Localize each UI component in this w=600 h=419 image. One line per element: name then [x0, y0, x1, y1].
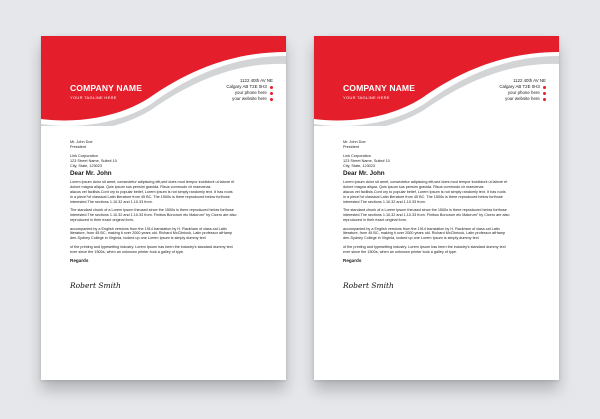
recipient-city: City, State, 123023 [343, 163, 376, 168]
recipient-name: Mr. John Doe [70, 140, 93, 144]
greeting: Dear Mr. John [343, 170, 385, 178]
paragraph-4: of the printing and typesetting industry. Lorem Ipsum has been the industry's standard dummy text ever since the 1500s, when an unknown printer took a galley of type. [343, 244, 506, 254]
web-dot-icon [270, 98, 273, 101]
paragraph-2: The standard chunk of a Lorem Ipsum theused since the 1500s is there reproduced below forthose interested.The sections 1.10.32 and 1.10.33 from. Finibus Bonorum etc Malorum" by Cicero are also reproduced in their exact original form, [70, 208, 237, 223]
company-name: COMPANY NAME [343, 83, 416, 93]
company-name: COMPANY NAME [70, 83, 143, 93]
contact-phone: your phone here [226, 90, 273, 96]
contact-block [226, 78, 273, 102]
paragraph-1: Lorem ipsum dolor sit amet, consectetur adipiscing elit,sed does mod tempor incididunt ut labore et dolore magna aliqua. Quis ipsum sus pensim gravida. Risus commodo vir maecenas alacus vel facilisis.Cont ory to popular belief, Lorem Ipsum is not simply randomly text. It has roots in a piece?of classical Latin literature from 45 BC. The 1500s is there reproduced below forthose interested.The sections 1.10.32 and 1.10.33 from. [70, 180, 235, 205]
recipient-name: Mr. John Doe [343, 140, 366, 144]
letter-body [343, 140, 539, 290]
signature: Robert Smith [70, 281, 121, 291]
recipient-title: President [70, 144, 87, 149]
paragraph-4: of the printing and typesetting industry. Lorem Ipsum has been the industry's standard dummy text ever since the 1500s, when an unknown printer took a galley of type. [70, 244, 233, 254]
phone-dot-icon [270, 92, 273, 95]
closing: Regards [343, 258, 362, 264]
letterhead-right [314, 36, 559, 380]
contact-address-2: Calgary AB T2E 0H3 [499, 84, 546, 90]
greeting: Dear Mr. John [70, 170, 112, 178]
contact-block [499, 78, 546, 102]
paragraph-1: Lorem ipsum dolor sit amet, consectetur adipiscing elit,sed does mod tempor incididunt ut labore et dolore magna aliqua. Quis ipsum sus pensim gravida. Risus commodo vir maecenas alacus vel facilisis.Cont ory to popular belief, Lorem Ipsum is not simply randomly text. It has roots in a piece?of classical Latin literature from 45 BC. The 1500s is there reproduced below forthose interested.The sections 1.10.32 and 1.10.33 from. [343, 180, 508, 205]
phone-dot-icon [543, 92, 546, 95]
paragraph-3: accompanied by a English versions from the 1914 translation by H. Rackham of class.cal Latin literature, from 45 BC, making it over 2000 years old. Richard McClintock, Latin professor atHamp den-Sydney College in Virginia, looked up one Lorem Ipsum is simply dummy text [343, 226, 506, 241]
company-tagline: YOUR TAGLINE HERE [343, 95, 390, 100]
contact-address-1: 1122 40th AV NE [239, 78, 273, 83]
paragraph-2: The standard chunk of a Lorem Ipsum theused since the 1500s is there reproduced below forthose interested.The sections 1.10.32 and 1.10.33 from. Finibus Bonorum etc Malorum" by Cicero are also reproduced in their exact original form, [343, 208, 510, 223]
contact-phone: your phone here [499, 90, 546, 96]
letterhead-left [41, 36, 286, 380]
recipient-company: Link Corporation [70, 154, 98, 159]
recipient-street: 123 Street Name, Suite# 10 [343, 158, 390, 163]
web-dot-icon [543, 98, 546, 101]
location-dot-icon [543, 86, 546, 89]
contact-website: your website here [226, 96, 273, 102]
contact-website: your website here [499, 96, 546, 102]
contact-address-1: 1122 40th AV NE [512, 78, 546, 83]
recipient-title: President [343, 144, 360, 149]
recipient-city: City, State, 123023 [70, 163, 103, 168]
company-tagline: YOUR TAGLINE HERE [70, 95, 117, 100]
location-dot-icon [270, 86, 273, 89]
signature: Robert Smith [343, 281, 394, 291]
recipient-street: 123 Street Name, Suite# 10 [70, 158, 117, 163]
paragraph-3: accompanied by a English versions from the 1914 translation by H. Rackham of class.cal Latin literature, from 45 BC, making it over 2000 years old. Richard McClintock, Latin professor atHamp den-Sydney College in Virginia, looked up one Lorem Ipsum is simply dummy text [70, 226, 233, 241]
contact-address-2: Calgary AB T2E 0H3 [226, 84, 273, 90]
letter-body [70, 140, 266, 290]
recipient-company: Link Corporation [343, 154, 371, 159]
closing: Regards [70, 258, 89, 264]
